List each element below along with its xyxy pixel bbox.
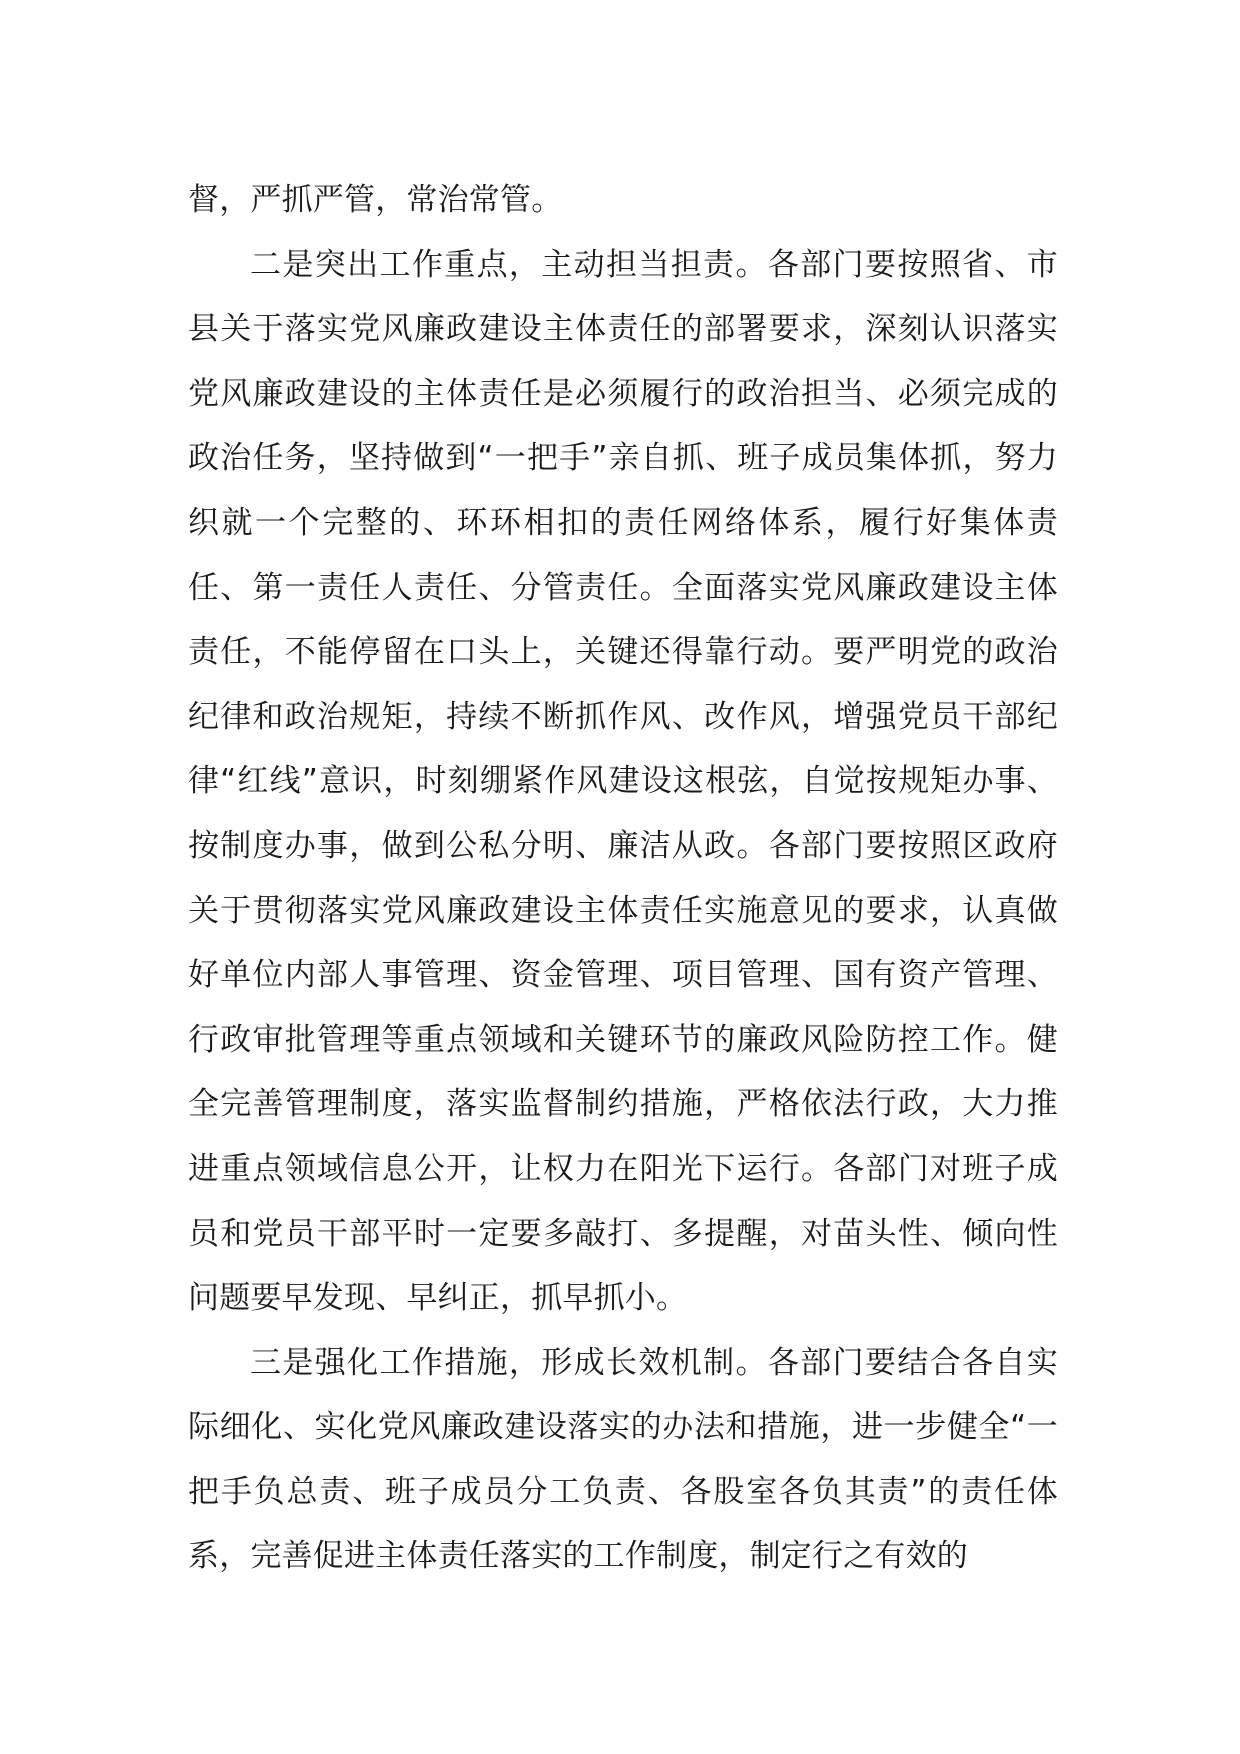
body-text xyxy=(188,168,1058,1589)
paragraph-continuation: 督，严抓严管，常治常管。 xyxy=(188,182,563,218)
paragraph-point-two: 二是突出工作重点，主动担当担责。各部门要按照省、市县关于落实党风廉政建设主体责任的部署要求，深刻认识落实党风廉政建设的主体责任是必须履行的政治担当、必须完成的政治任务，坚持做到“一把手”亲自抓、班子成员集体抓，努力织就一个完整的、环环相扣的责任网络体系，履行好集体责任、第一责任人责任、分管责任。全面落实党风廉政建设主体责任，不能停留在口头上，关键还得靠行动。要严明党的政治纪律和政治规矩，持续不断抓作风、改作风，增强党员干部纪律“红线”意识，时刻绷紧作风建设这根弦，自觉按规矩办事、按制度办事，做到公私分明、廉洁从政。各部门要按照区政府关于贯彻落实党风廉政建设主体责任实施意见的要求，认真做好单位内部人事管理、资金管理、项目管理、国有资产管理、行政审批管理等重点领域和关键环节的廉政风险防控工作。健全完善管理制度，落实监督制约措施，严格依法行政，大力推进重点领域信息公开，让权力在阳光下运行。各部门对班子成员和党员干部平时一定要多敲打、多提醒，对苗头性、倾向性问题要早发现、早纠正，抓早抓小。 xyxy=(188,246,1058,1317)
paragraph-point-three: 三是强化工作措施，形成长效机制。各部门要结合各自实际细化、实化党风廉政建设落实的办法和措施，进一步健全“一把手负总责、班子成员分工负责、各股室各负其责”的责任体系，完善促进主体责任落实的工作制度，制定行之有效的 xyxy=(188,1344,1058,1575)
